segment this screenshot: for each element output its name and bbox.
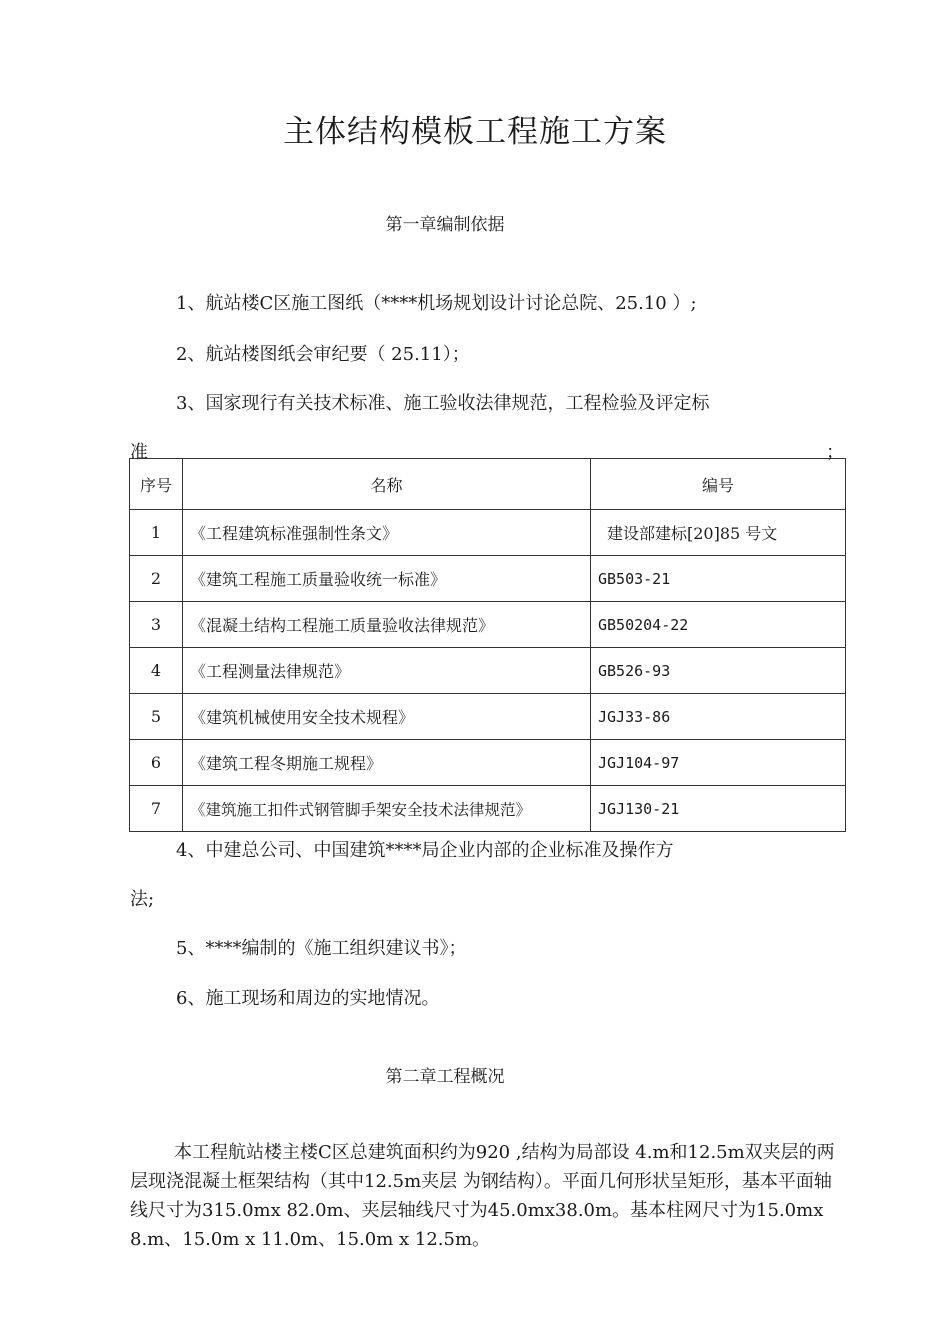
basis-item-4: 4、中建总公司、中国建筑****局企业内部的企业标准及操作方: [176, 840, 674, 861]
row-code: JGJ104-97: [591, 740, 846, 786]
row-name: 《工程建筑标准强制性条文》: [183, 510, 591, 556]
row-seq: 2: [130, 556, 183, 602]
table-row: [130, 740, 846, 786]
basis-item-5: 5、****编制的《施工组织建议书》；: [176, 938, 467, 959]
row-code: 建设部建标[20]85 号文: [591, 510, 846, 556]
table-header-row: [130, 459, 846, 510]
row-seq: 1: [130, 510, 183, 556]
row-name: 《建筑施工扣件式钢管脚手架安全技术法律规范》: [183, 786, 591, 832]
header-seq: 序号: [130, 459, 183, 510]
row-code: GB503-21: [591, 556, 846, 602]
table-row: [130, 510, 846, 556]
document-title: 主体结构模板工程施工方案: [283, 114, 667, 150]
row-name: 《建筑工程施工质量验收统一标准》: [183, 556, 591, 602]
basis-item-3-continuation: 准: [130, 442, 148, 463]
table-row: [130, 786, 846, 832]
table-row: [130, 602, 846, 648]
table-row: [130, 648, 846, 694]
row-seq: 6: [130, 740, 183, 786]
row-name: 《工程测量法律规范》: [183, 648, 591, 694]
row-seq: 5: [130, 694, 183, 740]
project-overview-paragraph: 本工程航站楼主楼C区总建筑面积约为920 ,结构为局部设 4.m和12.5m双夹层的两层现浇混凝土框架结构（其中12.5m夹层 为钢结构）。平面几何形状呈矩形，基本平面轴线尺寸为315.0mx 82.0m、夹层轴线尺寸为45.0mx38.0m。基本柱网尺寸为15.0mx 8.m、15.0m x 11.0m、15.0m x 12.5m。: [130, 1142, 835, 1250]
header-code: 编号: [591, 459, 846, 510]
row-seq: 3: [130, 602, 183, 648]
basis-item-3: 3、国家现行有关技术标准、施工验收法律规范，工程检验及评定标: [176, 393, 710, 414]
standards-table: [129, 458, 846, 832]
row-code: JGJ33-86: [591, 694, 846, 740]
row-name: 《建筑机械使用安全技术规程》: [183, 694, 591, 740]
row-code: JGJ130-21: [591, 786, 846, 832]
row-name: 《混凝土结构工程施工质量验收法律规范》: [183, 602, 591, 648]
basis-item-4-continuation: 法;: [130, 889, 155, 910]
basis-item-6: 6、施工现场和周边的实地情况。: [176, 988, 440, 1009]
chapter-1-heading: 第一章编制依据: [385, 215, 505, 235]
basis-item-1: 1、航站楼C区施工图纸（****机场规划设计讨论总院、25.10 ）;: [176, 293, 697, 314]
basis-item-3-end: ；: [826, 442, 844, 463]
header-name: 名称: [183, 459, 591, 510]
row-seq: 7: [130, 786, 183, 832]
chapter-2-heading: 第二章工程概况: [385, 1067, 505, 1087]
basis-item-2: 2、航站楼图纸会审纪要（ 25.11）；: [176, 344, 470, 365]
row-name: 《建筑工程冬期施工规程》: [183, 740, 591, 786]
table-row: [130, 556, 846, 602]
row-code: GB50204-22: [591, 602, 846, 648]
row-seq: 4: [130, 648, 183, 694]
row-code: GB526-93: [591, 648, 846, 694]
table-row: [130, 694, 846, 740]
